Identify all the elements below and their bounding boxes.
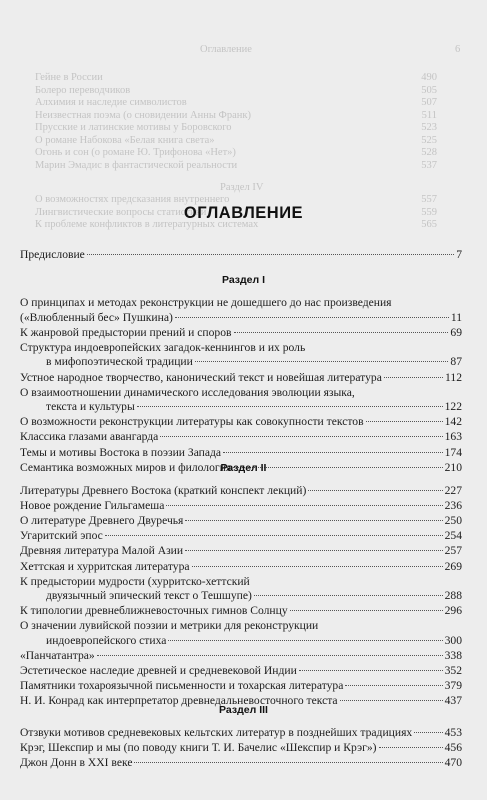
toc-page-number: 210	[444, 460, 462, 474]
toc-page-number: 456	[444, 741, 462, 755]
toc-entry[interactable]	[20, 649, 462, 664]
dot-leader	[185, 549, 443, 551]
toc-entry[interactable]	[20, 529, 462, 544]
toc-page-number: 338	[444, 649, 462, 663]
toc-entry-title: К жанровой предыстории прений и споров	[20, 325, 232, 339]
toc-entry-title: Устное народное творчество, канонический текст и новейшая литература	[20, 370, 382, 384]
toc-entry-title: Предисловие	[20, 248, 85, 261]
toc-page-number: 300	[444, 633, 462, 647]
toc-entry[interactable]	[20, 726, 462, 741]
toc-page-number: 174	[444, 445, 462, 459]
dot-leader	[87, 253, 454, 255]
ghost-line: Раздел IV	[220, 181, 264, 193]
toc-entry-title: К типологии древнеближневосточных гимнов Солнцу	[20, 604, 288, 618]
toc-page-number: 142	[444, 415, 462, 429]
ghost-line: О романе Набокова «Белая книга света»	[35, 134, 215, 146]
toc-page-number: 470	[444, 756, 462, 770]
section-heading: Раздел III	[219, 704, 268, 716]
ghost-page: 565	[421, 219, 437, 230]
toc-page-number: 227	[444, 484, 462, 497]
toc-entry-title: О значении лувийской поэзии и метрики для реконструкции	[20, 619, 319, 633]
dot-leader	[340, 699, 443, 701]
toc-page-number: 288	[444, 589, 462, 603]
dot-leader	[345, 684, 442, 686]
toc-entry[interactable]	[20, 371, 462, 386]
toc-entry[interactable]	[20, 619, 462, 648]
toc-entry-title: Н. И. Конрад как интерпретатор древнедальневосточного текста	[20, 694, 338, 708]
dot-leader	[414, 731, 442, 733]
toc-page-number: 11	[450, 310, 462, 324]
dot-leader	[366, 420, 443, 422]
toc-entry-title: О принципах и методах реконструкции не дошедшего до нас произведения	[20, 296, 392, 309]
toc-entry-title: текста и культуры	[46, 400, 135, 414]
toc-entry[interactable]	[20, 430, 462, 445]
dot-leader	[308, 489, 442, 491]
toc-page-number: 236	[444, 499, 462, 513]
ghost-page: 559	[421, 206, 437, 218]
toc-page-number: 269	[444, 559, 462, 573]
toc-page-number: 254	[444, 529, 462, 543]
toc-entry-title: Эстетическое наследие древней и средневековой Индии	[20, 664, 297, 678]
toc-page-number: 296	[444, 604, 462, 618]
ghost-line: Неизвестная поэма (о сновидении Анны Франк)	[35, 109, 251, 121]
ghost-line: Лингвистические вопросы статистики	[35, 206, 207, 218]
toc-entry[interactable]	[20, 560, 462, 575]
toc-entry-title: Отзвуки мотивов средневековых кельтских литератур в позднейших традициях	[20, 726, 413, 739]
toc-entry[interactable]	[20, 326, 462, 341]
toc-page-number: 379	[444, 679, 462, 693]
ghost-page: 507	[421, 97, 437, 108]
toc-entry-title: Угаритский эпос	[20, 529, 103, 543]
toc-entry[interactable]	[20, 248, 462, 263]
ghost-page: 525	[421, 134, 437, 146]
section-heading: Раздел II	[220, 462, 267, 474]
toc-entry-title: Семантика возможных миров и филология	[20, 460, 232, 474]
toc-entry[interactable]	[20, 544, 462, 559]
ghost-line: Гейне в России	[35, 72, 103, 83]
toc-page-number: 122	[444, 400, 462, 414]
ghost-line: Алхимия и наследие символистов	[35, 97, 187, 108]
ghost-line: Огонь и сон (о романе Ю. Трифонова «Нет»)	[35, 147, 236, 158]
ghost-line: Марин Эмадис в фантастической реальности	[35, 159, 238, 171]
dot-leader	[379, 746, 443, 748]
toc-entry-title: («Влюбленный бес» Пушкина)	[20, 310, 173, 324]
dot-leader	[384, 376, 443, 378]
dot-leader	[195, 360, 449, 362]
dot-leader	[168, 639, 442, 641]
ghost-header-title: Оглавление	[200, 44, 252, 55]
toc-entry-title: О взаимоотношении динамического исследования эволюции языка,	[20, 385, 355, 399]
dot-leader	[134, 761, 442, 763]
toc-page-number: 437	[444, 694, 462, 708]
dot-leader	[299, 669, 443, 671]
dot-leader	[223, 451, 443, 453]
toc-page-number: 112	[445, 370, 462, 384]
toc-page-number: 352	[444, 664, 462, 678]
dot-leader	[185, 519, 442, 521]
toc-entry[interactable]	[20, 679, 462, 694]
toc-page-number: 257	[444, 544, 462, 558]
ghost-page: 528	[421, 147, 437, 158]
ghost-line: Болеро переводчиков	[35, 84, 131, 96]
toc-entry-title: в мифопоэтической традиции	[46, 355, 193, 369]
toc-entry-title: Древняя литература Малой Азии	[20, 544, 184, 558]
ghost-line: О возможностях предсказания внутреннего	[35, 194, 230, 205]
toc-entry-title: Литературы Древнего Востока (краткий конспект лекций)	[20, 484, 307, 497]
dot-leader	[97, 654, 443, 656]
dot-leader	[137, 405, 443, 407]
toc-entry[interactable]	[20, 514, 462, 529]
toc-entry-title: Структура индоевропейских загадок-кеннингов и их роль	[20, 340, 306, 354]
dot-leader	[234, 331, 449, 333]
ghost-header-page: 6	[455, 44, 461, 55]
toc-page-number: 87	[450, 355, 462, 369]
dot-leader	[175, 316, 449, 318]
ghost-line: К проблеме конфликтов в литературных системах	[35, 219, 259, 230]
toc-entry[interactable]	[20, 446, 462, 461]
toc-page-number: 7	[456, 248, 462, 261]
toc-page-number: 250	[444, 514, 462, 528]
toc-entry[interactable]	[20, 756, 462, 771]
dot-leader	[160, 435, 442, 437]
toc-entry-title: О возможности реконструкции литературы как совокупности текстов	[20, 415, 364, 429]
toc-entry-title: индоевропейского стиха	[46, 633, 167, 647]
toc-entry[interactable]	[20, 341, 462, 370]
dot-leader	[105, 534, 443, 536]
ghost-page: 490	[421, 72, 437, 83]
toc-entry[interactable]	[20, 575, 462, 604]
toc-entry-title: К предыстории мудрости (хурритско-хеттский	[20, 574, 250, 588]
dot-leader	[166, 504, 442, 506]
toc-entry-title: Джон Донн в XXI веке	[20, 756, 133, 770]
toc-entry-title: О литературе Древнего Двуречья	[20, 514, 184, 528]
toc-entry[interactable]	[20, 664, 462, 679]
section-heading: Раздел I	[221, 274, 266, 286]
toc-page-number: 453	[444, 726, 462, 739]
toc-entry-title: Новое рождение Гильгамеша	[20, 499, 165, 513]
dot-leader	[192, 565, 443, 567]
toc-entry[interactable]	[20, 415, 462, 430]
page-title: ОГЛАВЛЕНИЕ	[183, 204, 304, 222]
toc-entry[interactable]	[20, 499, 462, 514]
toc-page-number: 69	[450, 325, 462, 339]
toc-entry-title: Классика глазами авангарда	[20, 430, 159, 444]
toc-entry-title: Хеттская и хурритская литература	[20, 559, 190, 573]
ghost-page: 505	[421, 84, 437, 96]
toc-entry[interactable]	[20, 296, 462, 325]
toc-entry[interactable]	[20, 604, 462, 619]
ghost-line: Прусские и латинские мотивы у Боровского	[35, 122, 232, 133]
toc-entry-title: Темы и мотивы Востока в поэзии Запада	[20, 445, 222, 459]
toc-entry-title: двуязычный эпический текст о Тешшупе)	[46, 589, 252, 603]
toc-entry-title: «Панчатантра»	[20, 649, 95, 663]
toc-entry[interactable]	[20, 741, 462, 756]
toc-entry[interactable]	[20, 386, 462, 415]
toc-entry-title: Крэг, Шекспир и мы (по поводу книги Т. И. Бачелис «Шекспир и Крэг»)	[20, 741, 377, 755]
ghost-page: 523	[421, 122, 437, 133]
ghost-page: 537	[421, 159, 437, 171]
toc-entry-title: Памятники тохароязычной письменности и тохарская литература	[20, 679, 344, 693]
toc-page-number: 163	[444, 430, 462, 444]
toc-entry[interactable]	[20, 484, 462, 499]
ghost-page: 557	[421, 194, 437, 205]
dot-leader	[290, 609, 443, 611]
ghost-page: 511	[421, 109, 437, 121]
dot-leader	[254, 594, 443, 596]
